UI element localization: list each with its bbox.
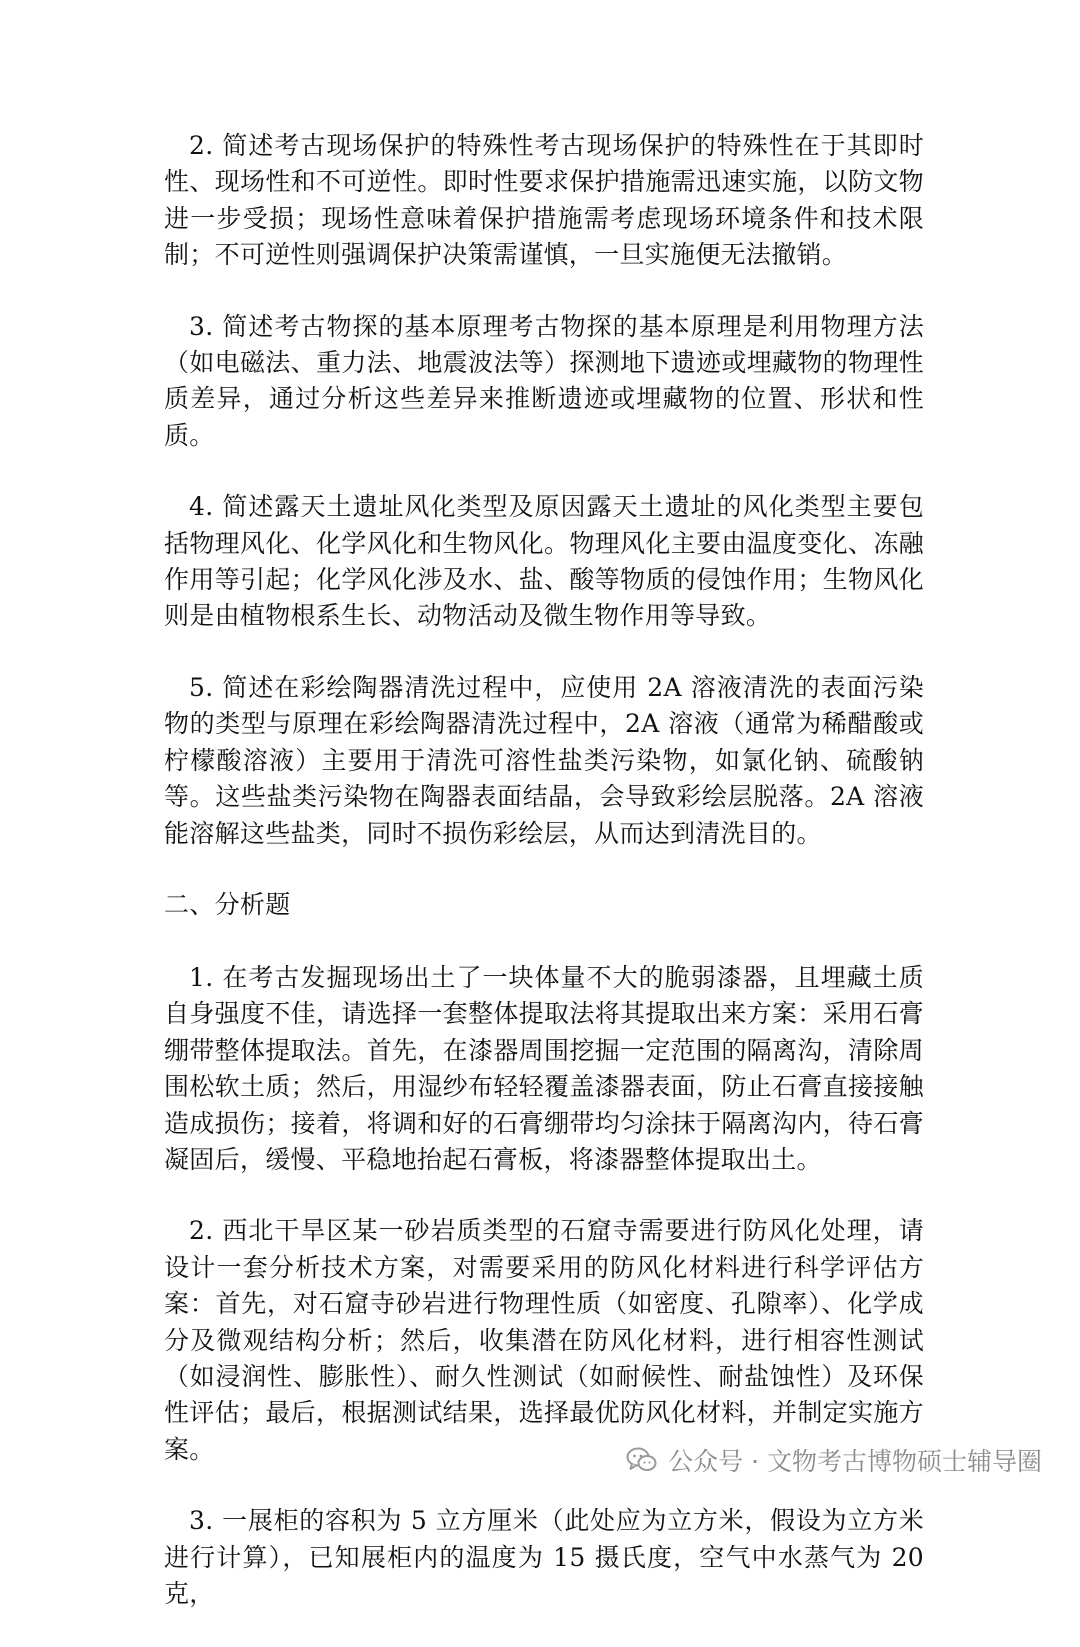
wechat-icon bbox=[626, 1445, 658, 1475]
paragraph-analysis-3: 3. 一展柜的容积为 5 立方厘米（此处应为立方米，假设为立方米进行计算），已知展柜内的温度为 15 摄氏度，空气中水蒸气为 20 克， bbox=[164, 1506, 924, 1608]
paragraph-analysis-2: 2. 西北干旱区某一砂岩质类型的石窟寺需要进行防风化处理，请设计一套分析技术方案，对需要采用的防风化材料进行科学评估方案：首先，对石窟寺砂岩进行物理性质（如密度、孔隙率）、化学成分及微观结构分析；然后，收集潜在防风化材料，进行相容性测试（如浸润性、膨胀性）、耐久性测试（如耐候性、耐盐蚀性）及环保性评估；最后，根据测试结果，选择最优防风化材料，并制定实施方案。 bbox=[164, 1216, 924, 1464]
watermark bbox=[626, 1442, 1042, 1478]
watermark-text: 公众号 · 文物考古博物硕士辅导圈 bbox=[668, 1447, 1042, 1476]
paragraph-q5: 5. 简述在彩绘陶器清洗过程中，应使用 2A 溶液清洗的表面污染物的类型与原理在彩绘陶器清洗过程中，2A 溶液（通常为稀醋酸或柠檬酸溶液）主要用于清洗可溶性盐类污染物，如氯化钠、硫酸钠等。这些盐类污染物在陶器表面结晶，会导致彩绘层脱落。2A 溶液能溶解这些盐类，同时不损伤彩绘层，从而达到清洗目的。 bbox=[164, 672, 924, 848]
section-heading: 二、分析题 bbox=[164, 889, 291, 919]
paragraph-q2: 2. 简述考古现场保护的特殊性考古现场保护的特殊性在于其即时性、现场性和不可逆性。即时性要求保护措施需迅速实施，以防文物进一步受损；现场性意味着保护措施需考虑现场环境条件和技术限制；不可逆性则强调保护决策需谨慎，一旦实施便无法撤销。 bbox=[164, 131, 924, 270]
document-body bbox=[164, 128, 924, 1647]
paragraph-analysis-1: 1. 在考古发掘现场出土了一块体量不大的脆弱漆器，且埋藏土质自身强度不佳，请选择一套整体提取法将其提取出来方案：采用石膏绷带整体提取法。首先，在漆器周围挖掘一定范围的隔离沟，清除周围松软土质；然后，用湿纱布轻轻覆盖漆器表面，防止石膏直接接触造成损伤；接着，将调和好的石膏绷带均匀涂抹于隔离沟内，待石膏凝固后，缓慢、平稳地抬起石膏板，将漆器整体提取出土。 bbox=[164, 962, 924, 1174]
paragraph-q4: 4. 简述露天土遗址风化类型及原因露天土遗址的风化类型主要包括物理风化、化学风化和生物风化。物理风化主要由温度变化、冻融作用等引起；化学风化涉及水、盐、酸等物质的侵蚀作用；生物风化则是由植物根系生长、动物活动及微生物作用等导致。 bbox=[164, 492, 924, 631]
paragraph-q3: 3. 简述考古物探的基本原理考古物探的基本原理是利用物理方法（如电磁法、重力法、地震波法等）探测地下遗迹或埋藏物的物理性质差异，通过分析这些差异来推断遗迹或埋藏物的位置、形状和性质。 bbox=[164, 311, 924, 450]
